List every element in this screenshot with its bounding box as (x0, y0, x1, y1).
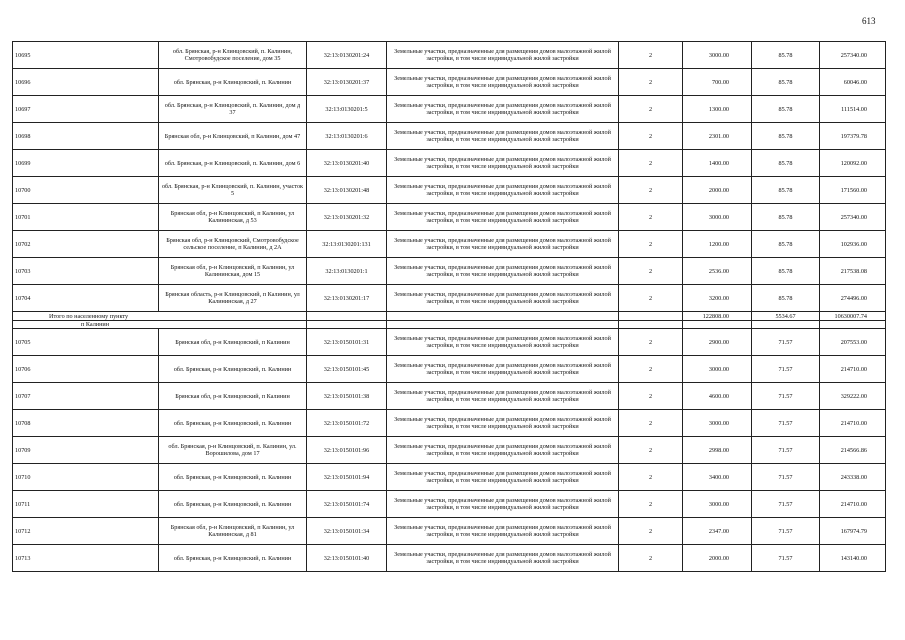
land-use: Земельные участки, предназначенные для размещения домов малоэтажной жилой застройки, в том числе индивидуальной жилой застройки (387, 491, 619, 518)
cadastral-value: 207553.00 (820, 329, 886, 356)
row-id: 10708 (13, 410, 159, 437)
cadastral-value: 257340.00 (820, 204, 886, 231)
table-row (13, 204, 886, 231)
price: 85.78 (752, 42, 820, 69)
address: Брянская область, р-н Клинцовский, п Калинин, ул Калининская, д 27 (159, 285, 307, 312)
locality-row (13, 321, 886, 329)
area: 2301.00 (683, 123, 752, 150)
land-use: Земельные участки, предназначенные для размещения домов малоэтажной жилой застройки, в том числе индивидуальной жилой застройки (387, 204, 619, 231)
land-use: Земельные участки, предназначенные для размещения домов малоэтажной жилой застройки, в том числе индивидуальной жилой застройки (387, 96, 619, 123)
cadastral-number: 32:13:0150101:94 (307, 464, 387, 491)
table-row (13, 150, 886, 177)
land-use: Земельные участки, предназначенные для размещения домов малоэтажной жилой застройки, в том числе индивидуальной жилой застройки (387, 410, 619, 437)
table-row (13, 96, 886, 123)
table-row (13, 464, 886, 491)
cadastral-number: 32:13:0150101:38 (307, 383, 387, 410)
price: 71.57 (752, 410, 820, 437)
address: Брянская обл, р-н Клинцовский, п Калинин (159, 383, 307, 410)
table-row (13, 356, 886, 383)
address: обл. Брянская, р-н Клинцовский, п. Калинин, ул. Ворошилова, дом 17 (159, 437, 307, 464)
area: 3000.00 (683, 204, 752, 231)
cadastral-value: 217538.08 (820, 258, 886, 285)
total-value: 10630007.74 (820, 312, 886, 321)
count: 2 (619, 437, 683, 464)
cadastral-value: 120092.00 (820, 150, 886, 177)
price: 71.57 (752, 518, 820, 545)
area: 2000.00 (683, 545, 752, 572)
count: 2 (619, 285, 683, 312)
table-row (13, 231, 886, 258)
area: 3200.00 (683, 285, 752, 312)
count: 2 (619, 231, 683, 258)
address: обл. Брянская, р-н Клинцовский, п. Калинин, дом 6 (159, 150, 307, 177)
row-id: 10713 (13, 545, 159, 572)
land-plots-table (12, 41, 886, 572)
price: 85.78 (752, 231, 820, 258)
cadastral-value: 214566.86 (820, 437, 886, 464)
price: 85.78 (752, 258, 820, 285)
land-use: Земельные участки, предназначенные для размещения домов малоэтажной жилой застройки, в том числе индивидуальной жилой застройки (387, 464, 619, 491)
area: 4600.00 (683, 383, 752, 410)
cadastral-value: 214710.00 (820, 356, 886, 383)
area: 2347.00 (683, 518, 752, 545)
address: обл. Брянская, р-н Клинцовский, п. Калинин (159, 410, 307, 437)
price: 71.57 (752, 356, 820, 383)
area: 3400.00 (683, 464, 752, 491)
row-id: 10701 (13, 204, 159, 231)
address: Брянская обл, р-н Клинцовский, п Калинин, ул Калининская, д 81 (159, 518, 307, 545)
cadastral-number: 32:13:0130201:6 (307, 123, 387, 150)
table-row (13, 437, 886, 464)
cadastral-number: 32:13:0150101:34 (307, 518, 387, 545)
land-use: Земельные участки, предназначенные для размещения домов малоэтажной жилой застройки, в том числе индивидуальной жилой застройки (387, 383, 619, 410)
cadastral-number: 32:13:0130201:131 (307, 231, 387, 258)
cadastral-value: 214710.00 (820, 491, 886, 518)
table-row (13, 258, 886, 285)
area: 2900.00 (683, 329, 752, 356)
total-row (13, 312, 886, 321)
count: 2 (619, 464, 683, 491)
cadastral-value: 171560.00 (820, 177, 886, 204)
table-row (13, 285, 886, 312)
row-id: 10696 (13, 69, 159, 96)
land-use: Земельные участки, предназначенные для размещения домов малоэтажной жилой застройки, в том числе индивидуальной жилой застройки (387, 123, 619, 150)
price: 85.78 (752, 177, 820, 204)
land-use: Земельные участки, предназначенные для размещения домов малоэтажной жилой застройки, в том числе индивидуальной жилой застройки (387, 69, 619, 96)
area: 1200.00 (683, 231, 752, 258)
address: Брянская обл, р-н Клинцовский, п Калинин, дом 47 (159, 123, 307, 150)
table-row (13, 123, 886, 150)
land-use: Земельные участки, предназначенные для размещения домов малоэтажной жилой застройки, в том числе индивидуальной жилой застройки (387, 329, 619, 356)
table-row (13, 518, 886, 545)
cadastral-number: 32:13:0150101:72 (307, 410, 387, 437)
price: 85.78 (752, 150, 820, 177)
area: 2536.00 (683, 258, 752, 285)
price: 71.57 (752, 545, 820, 572)
cadastral-number: 32:13:0150101:45 (307, 356, 387, 383)
address: Брянская обл, р-н Клинцовский, п Калинин, ул Калининская, д 53 (159, 204, 307, 231)
count: 2 (619, 410, 683, 437)
price: 85.78 (752, 96, 820, 123)
cadastral-number: 32:13:0130201:5 (307, 96, 387, 123)
count: 2 (619, 69, 683, 96)
price: 71.57 (752, 329, 820, 356)
area: 1400.00 (683, 150, 752, 177)
row-id: 10703 (13, 258, 159, 285)
cadastral-value: 167974.79 (820, 518, 886, 545)
total-area: 122808.00 (683, 312, 752, 321)
row-id: 10711 (13, 491, 159, 518)
price: 71.57 (752, 437, 820, 464)
count: 2 (619, 150, 683, 177)
price: 85.78 (752, 69, 820, 96)
table-row (13, 42, 886, 69)
cadastral-number: 32:13:0130201:1 (307, 258, 387, 285)
row-id: 10698 (13, 123, 159, 150)
cadastral-value: 214710.00 (820, 410, 886, 437)
address: обл. Брянская, р-н Клинцовский, п. Калинин (159, 464, 307, 491)
address: обл. Брянская, р-н Клинцовский, п. Калинин, дом д 37 (159, 96, 307, 123)
price: 71.57 (752, 464, 820, 491)
address: обл. Брянская, р-н Клинцовский, п. Калинин, Смотровобудское поселение, дом 35 (159, 42, 307, 69)
row-id: 10704 (13, 285, 159, 312)
total-label: Итого по населенному пункту (13, 312, 307, 321)
cadastral-number: 32:13:0130201:24 (307, 42, 387, 69)
row-id: 10697 (13, 96, 159, 123)
address: Брянская обл, р-н Клинцовский, п Калинин, ул Калининская, дом 15 (159, 258, 307, 285)
row-id: 10710 (13, 464, 159, 491)
count: 2 (619, 258, 683, 285)
cadastral-value: 143140.00 (820, 545, 886, 572)
table-row (13, 491, 886, 518)
land-use: Земельные участки, предназначенные для размещения домов малоэтажной жилой застройки, в том числе индивидуальной жилой застройки (387, 177, 619, 204)
cadastral-number: 32:13:0150101:31 (307, 329, 387, 356)
address: Брянская обл, р-н Клинцовский, Смотровобудское сельское поселение, п Калинин, д 2А (159, 231, 307, 258)
total-price: 5534.67 (752, 312, 820, 321)
row-id: 10709 (13, 437, 159, 464)
cadastral-value: 102936.00 (820, 231, 886, 258)
area: 3000.00 (683, 42, 752, 69)
count: 2 (619, 356, 683, 383)
address: обл. Брянская, р-н Клинцовский, п. Калинин (159, 545, 307, 572)
cadastral-number: 32:13:0150101:96 (307, 437, 387, 464)
area: 3000.00 (683, 356, 752, 383)
land-use: Земельные участки, предназначенные для размещения домов малоэтажной жилой застройки, в том числе индивидуальной жилой застройки (387, 258, 619, 285)
cadastral-number: 32:13:0130201:48 (307, 177, 387, 204)
area: 3000.00 (683, 491, 752, 518)
address: обл. Брянская, р-н Клинцовский, п. Калинин (159, 356, 307, 383)
area: 2000.00 (683, 177, 752, 204)
cadastral-number: 32:13:0130201:37 (307, 69, 387, 96)
price: 85.78 (752, 123, 820, 150)
land-use: Земельные участки, предназначенные для размещения домов малоэтажной жилой застройки, в том числе индивидуальной жилой застройки (387, 150, 619, 177)
cadastral-value: 243338.00 (820, 464, 886, 491)
land-use: Земельные участки, предназначенные для размещения домов малоэтажной жилой застройки, в том числе индивидуальной жилой застройки (387, 231, 619, 258)
cadastral-value: 274496.00 (820, 285, 886, 312)
row-id: 10712 (13, 518, 159, 545)
row-id: 10699 (13, 150, 159, 177)
address: обл. Брянская, р-н Клинцовский, п. Калинин, участок 5 (159, 177, 307, 204)
cadastral-value: 60046.00 (820, 69, 886, 96)
cadastral-value: 111514.00 (820, 96, 886, 123)
table-row (13, 329, 886, 356)
cadastral-number: 32:13:0130201:17 (307, 285, 387, 312)
cadastral-value: 257340.00 (820, 42, 886, 69)
row-id: 10706 (13, 356, 159, 383)
price: 85.78 (752, 204, 820, 231)
address: обл. Брянская, р-н Клинцовский, п. Калинин (159, 69, 307, 96)
land-use: Земельные участки, предназначенные для размещения домов малоэтажной жилой застройки, в том числе индивидуальной жилой застройки (387, 437, 619, 464)
count: 2 (619, 123, 683, 150)
area: 700.00 (683, 69, 752, 96)
count: 2 (619, 383, 683, 410)
land-use: Земельные участки, предназначенные для размещения домов малоэтажной жилой застройки, в том числе индивидуальной жилой застройки (387, 518, 619, 545)
row-id: 10700 (13, 177, 159, 204)
table-row (13, 545, 886, 572)
row-id: 10705 (13, 329, 159, 356)
cadastral-number: 32:13:0130201:40 (307, 150, 387, 177)
count: 2 (619, 518, 683, 545)
table-row (13, 177, 886, 204)
price: 71.57 (752, 383, 820, 410)
cadastral-number: 32:13:0150101:74 (307, 491, 387, 518)
count: 2 (619, 42, 683, 69)
cadastral-number: 32:13:0130201:32 (307, 204, 387, 231)
count: 2 (619, 491, 683, 518)
land-use: Земельные участки, предназначенные для размещения домов малоэтажной жилой застройки, в том числе индивидуальной жилой застройки (387, 545, 619, 572)
row-id: 10695 (13, 42, 159, 69)
area: 3000.00 (683, 410, 752, 437)
land-use: Земельные участки, предназначенные для размещения домов малоэтажной жилой застройки, в том числе индивидуальной жилой застройки (387, 42, 619, 69)
area: 2998.00 (683, 437, 752, 464)
count: 2 (619, 329, 683, 356)
area: 1300.00 (683, 96, 752, 123)
count: 2 (619, 204, 683, 231)
land-use: Земельные участки, предназначенные для размещения домов малоэтажной жилой застройки, в том числе индивидуальной жилой застройки (387, 356, 619, 383)
land-use: Земельные участки, предназначенные для размещения домов малоэтажной жилой застройки, в том числе индивидуальной жилой застройки (387, 285, 619, 312)
address: Брянская обл, р-н Клинцовский, п Калинин (159, 329, 307, 356)
row-id: 10702 (13, 231, 159, 258)
cadastral-value: 329222.00 (820, 383, 886, 410)
table-row (13, 410, 886, 437)
table-row (13, 383, 886, 410)
table-row (13, 69, 886, 96)
page-number: 613 (862, 16, 876, 26)
row-id: 10707 (13, 383, 159, 410)
locality-label: п Калинин (13, 321, 307, 329)
count: 2 (619, 96, 683, 123)
cadastral-number: 32:13:0150101:40 (307, 545, 387, 572)
count: 2 (619, 545, 683, 572)
price: 71.57 (752, 491, 820, 518)
count: 2 (619, 177, 683, 204)
address: обл. Брянская, р-н Клинцовский, п. Калинин (159, 491, 307, 518)
price: 85.78 (752, 285, 820, 312)
cadastral-value: 197379.78 (820, 123, 886, 150)
